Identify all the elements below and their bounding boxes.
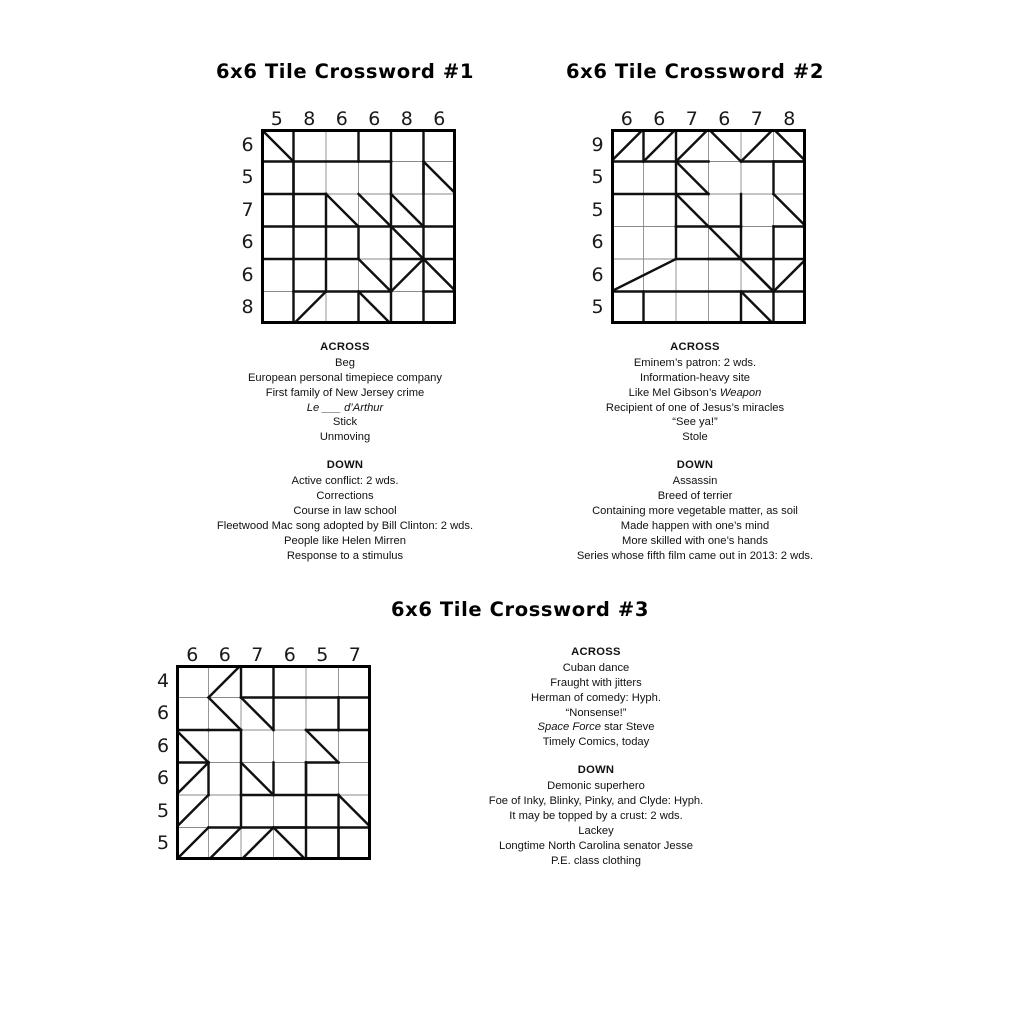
clue-item: Space Force star Steve [537, 721, 655, 734]
column-label: 6 [433, 108, 446, 130]
puzzle-2-row-labels [585, 129, 611, 324]
clue-item: Eminem’s patron: 2 wds. [633, 356, 757, 369]
tile-edge [643, 129, 676, 162]
tile-edge [358, 292, 391, 325]
tile-edge [293, 292, 326, 325]
clue-item: “See ya!” [672, 416, 718, 429]
column-label: 6 [283, 644, 296, 666]
column-label: 6 [335, 108, 348, 130]
tile-edge [209, 698, 242, 731]
row-label: 6 [591, 231, 604, 254]
clue-item: Demonic superhero [547, 780, 645, 793]
puzzle-1-column-labels [261, 101, 456, 129]
row-label: 6 [591, 263, 604, 286]
across-clue-list [500, 356, 890, 445]
tile-edge [176, 828, 209, 861]
tile-edge [274, 828, 307, 861]
down-clue-list [431, 779, 761, 868]
puzzle-1-title: 6x6 Tile Crossword #1 [215, 60, 474, 83]
tile-edge [358, 259, 391, 292]
row-label: 5 [591, 166, 604, 189]
column-label: 6 [368, 108, 381, 130]
across-clue-list [431, 661, 761, 750]
column-label: 6 [620, 108, 633, 130]
clue-item: Fraught with jitters [550, 676, 642, 689]
across-heading: ACROSS [670, 341, 720, 353]
row-label: 6 [156, 767, 170, 790]
column-label: 6 [218, 644, 231, 666]
puzzle-2-column-labels [611, 101, 806, 129]
clue-item: “Nonsense!” [565, 706, 627, 719]
tile-edge [708, 227, 741, 260]
clue-item: Breed of terrier [657, 490, 733, 503]
tile-edge [326, 194, 359, 227]
across-heading: ACROSS [571, 646, 621, 658]
row-label: 5 [591, 296, 604, 319]
column-label: 6 [653, 108, 666, 130]
column-label: 5 [316, 644, 329, 666]
row-label: 5 [241, 166, 254, 189]
tile-edge [423, 162, 456, 195]
row-label: 5 [591, 198, 604, 221]
clue-item: Cuban dance [562, 661, 630, 674]
tile-edge [741, 259, 774, 292]
column-label: 8 [303, 108, 316, 130]
row-label: 6 [241, 263, 254, 286]
clue-spacer [500, 445, 890, 458]
clue-item: Foe of Inky, Blinky, Pinky, and Clyde: Hyph. [488, 795, 704, 808]
down-clue-list [500, 474, 890, 563]
clue-spacer [431, 750, 761, 763]
tile-edge [176, 730, 209, 763]
puzzle-2-grid-wrap [500, 101, 890, 324]
row-label: 5 [156, 832, 170, 855]
clue-item: Stole [682, 431, 708, 444]
tile-edge [773, 259, 806, 292]
clue-item: Timely Comics, today [542, 736, 650, 749]
clue-item: Response to a stimulus [286, 549, 404, 562]
clue-item: Fleetwood Mac song adopted by Bill Clinton: 2 wds. [216, 519, 474, 532]
puzzle-3-row-labels [150, 665, 176, 860]
corner-spacer [235, 101, 261, 129]
tile-edge [676, 129, 709, 162]
tile-edge [741, 292, 774, 325]
down-clue-list [150, 474, 540, 563]
puzzle-3-column-labels [176, 637, 371, 665]
tile-edge [176, 763, 209, 796]
clue-item: It may be topped by a crust: 2 wds. [509, 809, 683, 822]
tile-edge [611, 129, 644, 162]
clue-item: Active conflict: 2 wds. [291, 475, 399, 488]
tile-edge [241, 763, 274, 796]
puzzle-1-clues [150, 340, 540, 563]
puzzle-2 [500, 60, 890, 563]
tile-edge [209, 828, 242, 861]
tile-edge [676, 162, 709, 195]
puzzle-2-clues [500, 340, 890, 563]
row-label: 6 [241, 133, 254, 156]
row-label: 5 [156, 799, 170, 822]
tile-edge [391, 194, 424, 227]
tile-edge [241, 698, 274, 731]
tile-edge [741, 129, 774, 162]
clue-item: Recipient of one of Jesus’s miracles [605, 401, 785, 414]
puzzle-1 [150, 60, 540, 563]
clue-item: Made happen with one’s mind [620, 519, 770, 532]
puzzle-1-grid-wrap [150, 101, 540, 324]
puzzle-1-row-labels [235, 129, 261, 324]
tile-edge [773, 194, 806, 227]
clue-item: Unmoving [319, 431, 371, 444]
column-label: 7 [750, 108, 763, 130]
tile-edge [306, 730, 339, 763]
across-heading: ACROSS [320, 341, 370, 353]
down-heading: DOWN [676, 459, 714, 472]
clue-item: Longtime North Carolina senator Jesse [498, 839, 694, 852]
corner-spacer [150, 637, 176, 665]
clue-item: People like Helen Mirren [284, 534, 406, 547]
tile-edge [339, 795, 372, 828]
column-label: 8 [783, 108, 796, 130]
row-label: 6 [241, 231, 254, 254]
clue-item: Like Mel Gibson’s Weapon [628, 386, 762, 399]
column-label: 6 [718, 108, 731, 130]
clue-item: P.E. class clothing [551, 854, 641, 867]
tile-edge [773, 129, 806, 162]
row-label: 6 [156, 702, 170, 725]
puzzle-2-grid[interactable] [611, 129, 806, 324]
tile-edge [241, 828, 274, 861]
clue-item: Corrections [316, 490, 374, 503]
clue-item: Containing more vegetable matter, as soil [592, 504, 798, 517]
tile-edge [261, 129, 294, 162]
puzzle-1-grid[interactable] [261, 129, 456, 324]
tile-edge [423, 259, 456, 292]
clue-item: Assassin [672, 475, 718, 488]
column-label: 6 [186, 644, 199, 666]
row-label: 7 [241, 198, 254, 221]
clue-item: First family of New Jersey crime [265, 386, 425, 399]
column-label: 7 [251, 644, 264, 666]
puzzle-3-grid[interactable] [176, 665, 371, 860]
column-label: 7 [685, 108, 698, 130]
clue-item: Stick [332, 416, 358, 429]
clue-item: More skilled with one’s hands [622, 534, 768, 547]
down-heading: DOWN [577, 764, 615, 777]
clue-item: Series whose fifth film came out in 2013: 2 wds. [576, 549, 814, 562]
row-label: 4 [156, 669, 170, 692]
tile-edge [391, 227, 424, 260]
row-label: 8 [241, 296, 254, 319]
column-label: 8 [400, 108, 413, 130]
tile-edge [358, 194, 391, 227]
down-heading: DOWN [326, 459, 364, 472]
clue-item: Le ___ d’Arthur [306, 401, 384, 414]
tile-edge [676, 194, 709, 227]
puzzle-3-grid-wrap [150, 637, 371, 860]
clue-item: Lackey [578, 824, 614, 837]
clue-item: Information-heavy site [639, 371, 751, 384]
column-label: 5 [270, 108, 283, 130]
row-label: 9 [591, 133, 604, 156]
clue-item: Course in law school [293, 504, 397, 517]
corner-spacer [585, 101, 611, 129]
clue-spacer [150, 445, 540, 458]
across-clue-list [150, 356, 540, 445]
tile-edge [391, 259, 424, 292]
tile-edge [209, 665, 242, 698]
tile-edge [176, 795, 209, 828]
puzzle-3-clues [431, 637, 761, 868]
clue-item: Herman of comedy: Hyph. [531, 691, 661, 704]
puzzle-3-title: 6x6 Tile Crossword #3 [390, 598, 649, 621]
tile-edge [708, 129, 741, 162]
column-label: 7 [348, 644, 361, 666]
clue-item: Beg [335, 356, 355, 369]
puzzle-2-title: 6x6 Tile Crossword #2 [565, 60, 824, 83]
clue-item: European personal timepiece company [247, 371, 443, 384]
puzzle-3 [150, 598, 890, 868]
row-label: 6 [156, 734, 170, 757]
